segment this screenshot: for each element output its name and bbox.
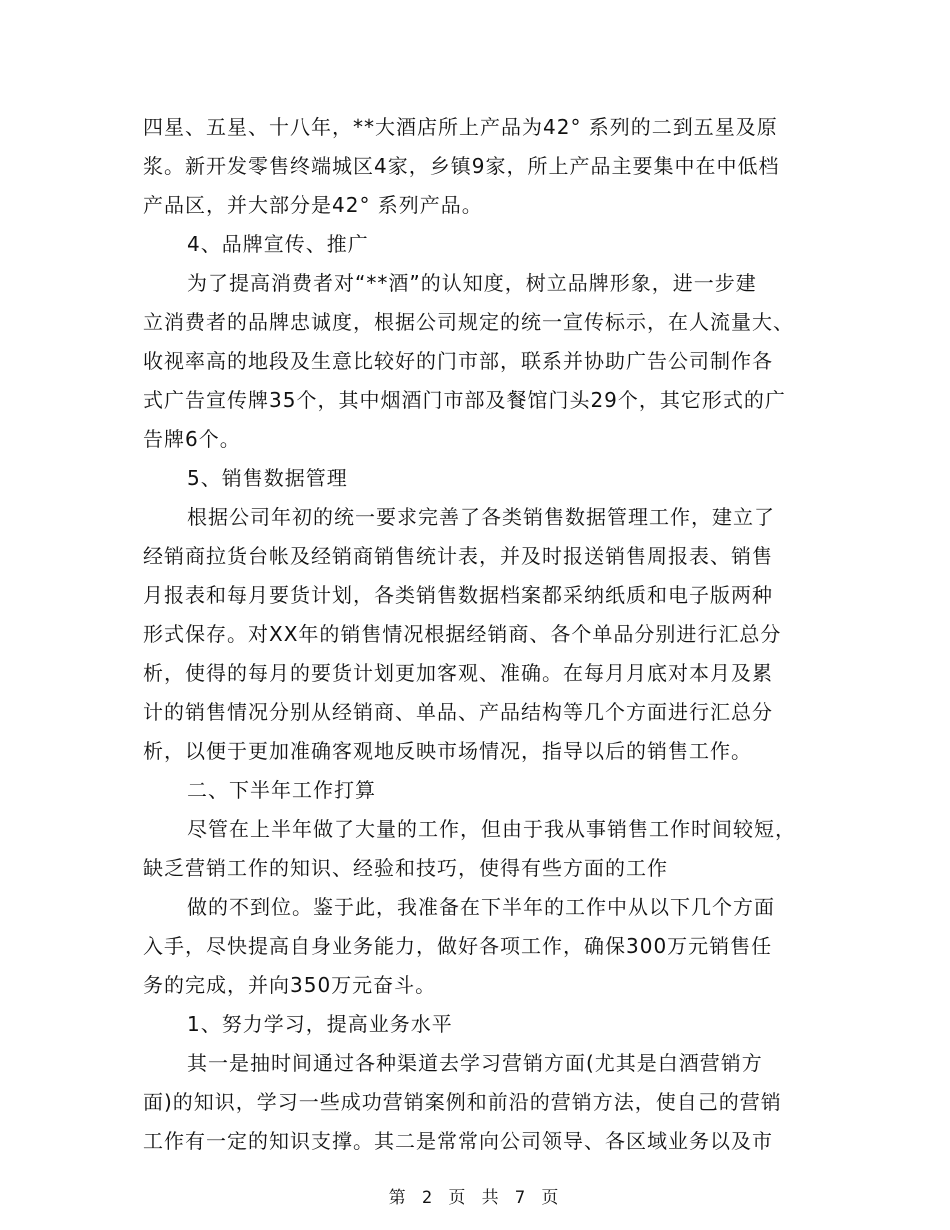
body-text-line: 尽管在上半年做了大量的工作，但由于我从事销售工作时间较短，: [187, 817, 796, 841]
body-text-line: 告牌6个。: [143, 427, 241, 451]
section-heading: 二、下半年工作打算: [187, 778, 376, 802]
body-text-line: 其一是抽时间通过各种渠道去学习营销方面(尤其是白酒营销方: [187, 1051, 763, 1075]
section-heading: 1、努力学习，提高业务水平: [187, 1012, 453, 1036]
section-heading: 5、销售数据管理: [187, 466, 348, 490]
page-number-footer: 第 2 页 共 7 页: [388, 1188, 562, 1208]
body-text-line: 做的不到位。鉴于此，我准备在下半年的工作中从以下几个方面: [187, 895, 775, 919]
body-text-line: 为了提高消费者对“**酒”的认知度，树立品牌形象，进一步建: [187, 271, 757, 295]
body-text-line: 经销商拉货台帐及经销商销售统计表，并及时报送销售周报表、销售: [143, 544, 773, 568]
body-text-line: 式广告宣传牌35个，其中烟酒门市部及餐馆门头29个，其它形式的广: [143, 388, 786, 412]
body-text-line: 根据公司年初的统一要求完善了各类销售数据管理工作，建立了: [187, 505, 775, 529]
body-text-line: 收视率高的地段及生意比较好的门市部，联系并协助广告公司制作各: [143, 349, 773, 373]
body-text-line: 入手，尽快提高自身业务能力，做好各项工作，确保300万元销售任: [143, 934, 773, 958]
body-text-line: 立消费者的品牌忠诚度，根据公司规定的统一宣传标示，在人流量大、: [143, 310, 794, 334]
body-text-line: 浆。新开发零售终端城区4家，乡镇9家，所上产品主要集中在中低档: [143, 154, 780, 178]
body-text-line: 四星、五星、十八年，**大酒店所上产品为42° 系列的二到五星及原: [143, 115, 778, 139]
body-text-line: 务的完成，并向350万元奋斗。: [143, 973, 437, 997]
body-text-line: 缺乏营销工作的知识、经验和技巧，使得有些方面的工作: [143, 856, 668, 880]
body-text-line: 析，以便于更加准确客观地反映市场情况，指导以后的销售工作。: [143, 739, 752, 763]
body-text-line: 面)的知识，学习一些成功营销案例和前沿的营销方法，使自己的营销: [143, 1090, 782, 1114]
body-text-line: 工作有一定的知识支撑。其二是常常向公司领导、各区域业务以及市: [143, 1129, 773, 1153]
body-text-line: 月报表和每月要货计划，各类销售数据档案都采纳纸质和电子版两种: [143, 583, 773, 607]
body-text-line: 形式保存。对XX年的销售情况根据经销商、各个单品分别进行汇总分: [143, 622, 782, 646]
body-text-line: 产品区，并大部分是42° 系列产品。: [143, 193, 483, 217]
section-heading: 4、品牌宣传、推广: [187, 232, 369, 256]
body-text-line: 析，使得的每月的要货计划更加客观、准确。在每月月底对本月及累: [143, 661, 773, 685]
body-text-line: 计的销售情况分别从经销商、单品、产品结构等几个方面进行汇总分: [143, 700, 773, 724]
